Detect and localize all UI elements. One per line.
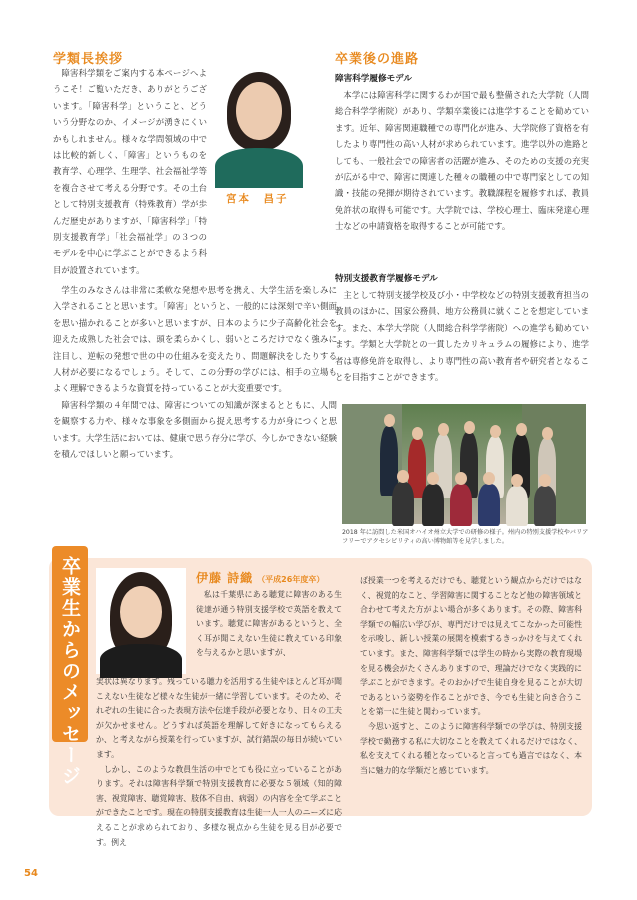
message-col1-body (96, 675, 342, 850)
group-photo (342, 404, 586, 524)
message-col2-body (360, 574, 582, 778)
greeting-intro-text: 障害科学類をご案内する本ページへようこそ！ご覧いただき、ありがとうございます。「障害科学」ということ、どういう分野なのか、イメージが湧きにくいかもしれません。様々な学問領域の中では比較的新しく、「障害」というものを教育学、心理学、生理学、社会福祉学等を複合させて考える分野です。その土台として特別支援教育（特殊教育）学が歩んだ歴史がありますが、「障害科学」「特別支援教育学」「社会福祉学」の３つのモデルを中心に学ぶことができるよう科目が設置されています。 (53, 68, 207, 275)
message-col2-paragraph-1: ば授業一つを考えるだけでも、聴覚という観点からだけではなく、視覚的なこと、学習障害に関することなど他の障害領域と合わせて考えた方がよい場合が多くあります。その際、障害科学類での幅広い学びが、専門だけでは見えてこなかった可能性を示唆し、新しい授業の展開を模索するきっかけを与えてくれています。また、障害科学類では学生の時から実際の教育現場を見る機会がたくさんありますので、理論だけでなく実践的に学ぶことができます。そのおかげで生徒自身を見ることが大切であるという姿勢を作ることができ、今でも生徒と向き合うことを第一に生徒と関わっています。 (360, 576, 582, 717)
message-col2-paragraph-2: 今思い返すと、このように障害科学類での学びは、特別支援学校で勤務する私に大切なことを教えてくれるだけではなく、私を支えてくれる種となっていると言っても過言ではなく、本当に魅力的な学類だと感じています。 (360, 721, 582, 775)
model2-heading: 特別支援教育学履修モデル (335, 274, 438, 284)
graduate-portrait (96, 568, 186, 674)
message-tab-label: 卒業生からのメッセージ (59, 556, 81, 787)
greeting-title: 学類長挨拶 (53, 52, 124, 67)
model1-paragraph: 本学には障害科学に関するわが国で最も整備された大学院（人間総合科学学術院）があり、学類卒業後には進学することを勧めています。近年、障害関連職種での専門化が進み、大学院修了資格を有したより専門性の高い人材が求められています。進学以外の進路としても、一般社会での障害者の活躍が進み、そのための支援の充実が広がる中で、障害に関連した種々の職種の中で専門家としての知識・技能の発揮が期待されています。教職課程を履修すれば、教員免許状の取得も可能です。大学院では、学校心理士、臨床発達心理士などの申請資格を取得することが可能です。 (335, 90, 589, 232)
greeting-paragraph-3: 障害科学類の４年間では、障害についての知識が深まるとともに、人間を観察する力や、様々な事象を多側面から捉え思考する力が身につくと思います。大学生活においては、健康で思う存分に学び、今しかできない経験を積んでほしいと願っています。 (53, 399, 337, 460)
dean-portrait (211, 66, 307, 184)
graduate-name-line (196, 569, 324, 586)
model1-heading: 障害科学履修モデル (335, 74, 412, 84)
greeting-paragraph-2: 学生のみなさんは非常に柔軟な発想や思考を携え、大学生活を楽しみに入学されることと思います。「障害」というと、一般的には深刻で辛い側面を思い描かれることが多いと思いますが、日本のように少子高齢化社会を迎えた成熟した社会では、頭を柔らかくし、弱いところだけでなく強みに注目し、逆転の発想で世の中の仕組みを変えたり、問題解決をしたりする人材が必要になるでしょう。そして、この分野の学びには、相手の立場もよく理解できるような資質を持っていることが大変重要です。 (53, 285, 337, 394)
graduate-name: 伊藤 詩織 (196, 571, 254, 585)
page-number: 54 (24, 868, 38, 879)
model2-text (335, 287, 589, 385)
photo-caption: 2018 年に訪問した米国オハイオ州立大学での研修の様子。州内の特別支援学校やバリアフリーでアクセシビリティの高い博物館等を見学しました。 (342, 529, 589, 545)
model1-text (335, 87, 589, 235)
model2-paragraph: 主として特別支援学校及び小・中学校などの特別支援教育担当の教員のほかに、国家公務員、地方公務員に就くことを想定しています。また、本学大学院（人間総合科学学術院）への進学も勧めています。学類と大学院との一貫したカリキュラムの履修により、進学者は専修免許を取得し、より専門性の高い教育者や研究者となることを目指すことができます。 (335, 290, 589, 383)
message-col1-intro (196, 588, 342, 661)
message-col1-intro-text: 私は千葉県にある聴覚に障害のある生徒達が通う特別支援学校で英語を教えています。聴覚に障害があるというと、全く耳が聞こえない生徒に教えている印象を与えるかと思いますが、 (196, 590, 342, 658)
career-title: 卒業後の進路 (335, 52, 420, 67)
greeting-intro-tail (53, 216, 337, 282)
graduate-year: （平成26年度卒） (257, 575, 325, 584)
greeting-body (53, 216, 337, 462)
message-col1-rest: 実状は異なります。残っている聴力を活用する生徒やほとんど耳が聞こえない生徒など様々な生徒が一緒に学習しています。そのため、それぞれの生徒に合った表現方法や伝達手段が必要となり、日々の工夫が欠かせません。どうすれば英語を理解して好きになってもらえるか、と考えながら授業を行っていますが、試行錯誤の毎日が続いています。 (96, 677, 342, 759)
dean-name: 宮本 昌子 (226, 193, 289, 205)
message-col1-paragraph-2: しかし、このような教員生活の中でとても役に立っていることがあります。それは障害科学類で特別支援教育に必要な５領域（知的障害、視覚障害、聴覚障害、肢体不自由、病弱）の内容を全て学ぶことができたことです。現在の特別支援教育は生徒一人一人のニーズに応えることが求められており、多様な視点から生徒を見る目が必要です。例え (96, 764, 342, 847)
